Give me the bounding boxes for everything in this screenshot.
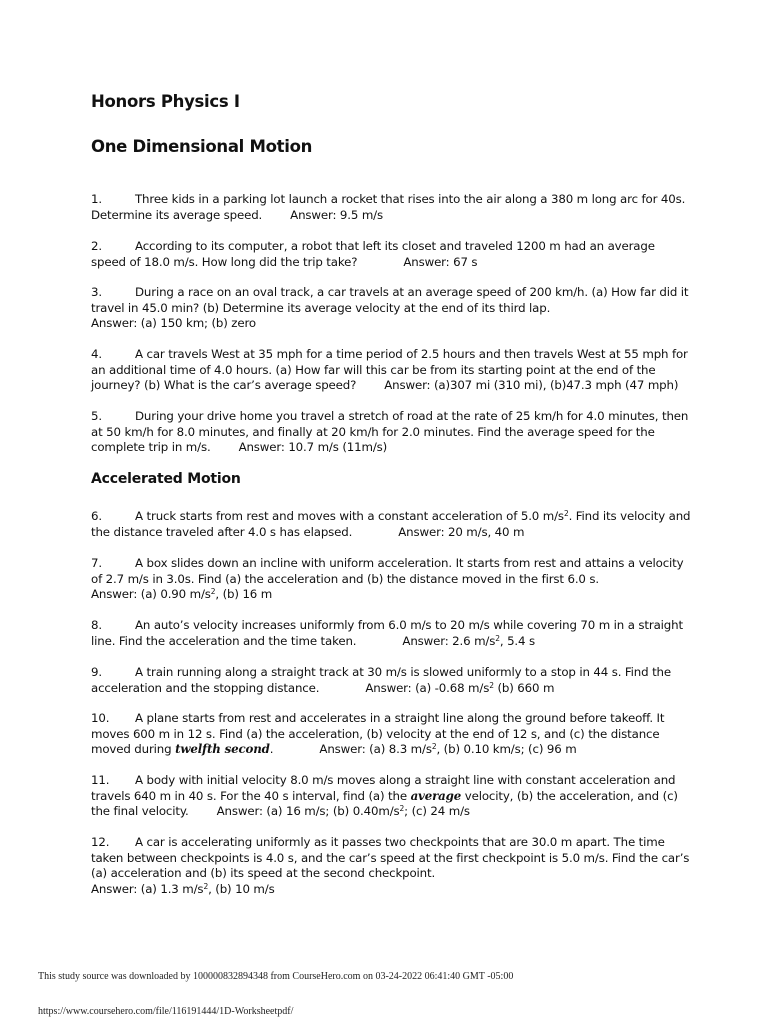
problem-text: Three kids in a parking lot launch a rocket that rises into the air along a 380 m long arc for 40s. Determine its average speed. xyxy=(91,192,686,222)
problem-7 xyxy=(91,556,691,603)
problem-number: 2. xyxy=(91,239,102,253)
problem-answer-cont: , (b) 16 m xyxy=(215,587,273,602)
problem-text: During your drive home you travel a stretch of road at the rate of 25 km/h for 4.0 minutes, then at 50 km/h for 8.0 minutes, and finally at 20 km/h for 2.0 minutes. Find the average speed for the complete trip in m/s. xyxy=(91,409,689,455)
problem-number: 9. xyxy=(91,665,102,679)
problem-answer: Answer: 2.6 m/s xyxy=(402,633,496,648)
problem-2 xyxy=(91,239,691,270)
exponent: 2 xyxy=(431,742,437,752)
emphasis-text: average xyxy=(410,788,462,803)
problem-number: 5. xyxy=(91,409,102,423)
document-title: Honors Physics I xyxy=(91,92,240,111)
problem-number: 8. xyxy=(91,618,102,632)
problem-5 xyxy=(91,409,691,456)
exponent: 2 xyxy=(495,633,500,643)
problem-text-end: . xyxy=(269,742,274,757)
problem-11 xyxy=(91,773,691,820)
problem-text: A plane starts from rest and accelerates in a straight line along the ground before takeoff. It moves 600 m in 12 s. Find (a) the acceleration, (b) velocity at the end of 12 s, and (c) the distance moved during xyxy=(91,711,665,757)
problem-number: 10. xyxy=(91,711,110,725)
problem-answer-cont: , 5.4 s xyxy=(499,633,535,648)
problem-8 xyxy=(91,618,691,649)
exponent: 2 xyxy=(203,881,209,891)
section-heading-accelerated-motion: Accelerated Motion xyxy=(91,471,241,487)
problem-number: 6. xyxy=(91,509,102,523)
source-url-link[interactable]: https://www.coursehero.com/file/116191444/1D-Worksheetpdf/ xyxy=(38,1006,294,1017)
problem-answer: Answer: (a) 1.3 m/s xyxy=(91,881,204,896)
problem-number: 7. xyxy=(91,556,102,570)
problem-text: According to its computer, a robot that left its closet and traveled 1200 m had an average speed of 18.0 m/s. How long did the trip take? xyxy=(91,239,655,269)
problem-text: An auto’s velocity increases uniformly from 6.0 m/s to 20 m/s while covering 70 m in a straight line. Find the acceleration and the time taken. xyxy=(91,618,683,648)
problem-number: 4. xyxy=(91,347,102,361)
problem-text-cont: . Find its velocity and the distance traveled after 4.0 s has elapsed. xyxy=(91,509,691,539)
problem-text: A body with initial velocity 8.0 m/s moves along a straight line with constant acceleration and travels 640 m in 40 s. For the 40 s interval, find (a) the xyxy=(91,773,676,803)
problem-answer: Answer: 9.5 m/s xyxy=(290,207,383,222)
problem-9 xyxy=(91,665,691,696)
problem-text: A box slides down an incline with uniform acceleration. It starts from rest and attains a velocity of 2.7 m/s in 3.0s. Find (a) the acceleration and (b) the distance moved in the first 6.0 s. xyxy=(91,556,684,586)
problem-answer-cont: , (b) 0.10 km/s; (c) 96 m xyxy=(436,742,577,757)
section-heading-one-dimensional-motion: One Dimensional Motion xyxy=(91,137,313,156)
problem-answer: Answer: (a) 0.90 m/s xyxy=(91,587,211,602)
problem-answer: Answer: (a) 8.3 m/s xyxy=(319,742,432,757)
problem-6 xyxy=(91,509,691,540)
problem-answer: Answer: (a) 150 km; (b) zero xyxy=(91,316,256,331)
problem-text: A train running along a straight track at 30 m/s is slowed uniformly to a stop in 44 s. Find the acceleration and the stopping distance. xyxy=(91,665,671,695)
emphasis-text: twelfth second xyxy=(175,742,270,757)
problem-number: 11. xyxy=(91,773,110,787)
problem-answer-cont: , (b) 10 m/s xyxy=(208,881,275,896)
problem-text: During a race on an oval track, a car travels at an average speed of 200 km/h. (a) How far did it travel in 45.0 min? (b) Determine its average velocity at the end of its third lap. xyxy=(91,285,689,315)
problem-answer: Answer: (a) 16 m/s; (b) 0.40m/s xyxy=(216,804,400,819)
problem-answer: Answer: 67 s xyxy=(403,254,478,269)
problem-4 xyxy=(91,347,691,394)
exponent: 2 xyxy=(489,680,494,690)
problem-answer: Answer: 20 m/s, 40 m xyxy=(398,524,525,539)
problem-text: A car is accelerating uniformly as it passes two checkpoints that are 30.0 m apart. The time taken between checkpoints is 4.0 s, and the car’s speed at the first checkpoint is 5.0 m/s. Find the car’s (a) acceleration and (b) its speed at the second checkpoint. xyxy=(91,835,690,881)
problem-number: 1. xyxy=(91,192,102,206)
problem-answer-cont: (b) 660 m xyxy=(493,680,555,695)
exponent: 2 xyxy=(563,509,569,518)
problem-answer: Answer: (a)307 mi (310 mi), (b)47.3 mph (47 mph) xyxy=(384,378,679,393)
problem-number: 12. xyxy=(91,835,110,849)
problem-3 xyxy=(91,285,691,332)
problem-number: 3. xyxy=(91,285,102,299)
problem-answer: Answer: (a) -0.68 m/s xyxy=(365,680,490,695)
problem-text: A truck starts from rest and moves with a constant acceleration of 5.0 m/s xyxy=(135,509,564,523)
download-notice: This study source was downloaded by 100000832894348 from CourseHero.com on 03-24-2022 06:41:40 GMT -05:00 xyxy=(38,971,514,982)
problem-10 xyxy=(91,711,691,758)
problem-12 xyxy=(91,835,691,897)
problem-text-cont: velocity, (b) the acceleration, and (c) the final velocity. xyxy=(91,788,678,819)
exponent: 2 xyxy=(399,804,405,814)
problem-answer: Answer: 10.7 m/s (11m/s) xyxy=(238,440,388,455)
problem-1 xyxy=(91,192,691,223)
problem-answer-cont: ; (c) 24 m/s xyxy=(404,804,470,819)
problem-text: A car travels West at 35 mph for a time period of 2.5 hours and then travels West at 55 mph for an additional time of 4.0 hours. (a) How far will this car be from its starting point at the end of the journey? (b) What is the car’s average speed? xyxy=(91,347,688,393)
exponent: 2 xyxy=(210,587,216,597)
